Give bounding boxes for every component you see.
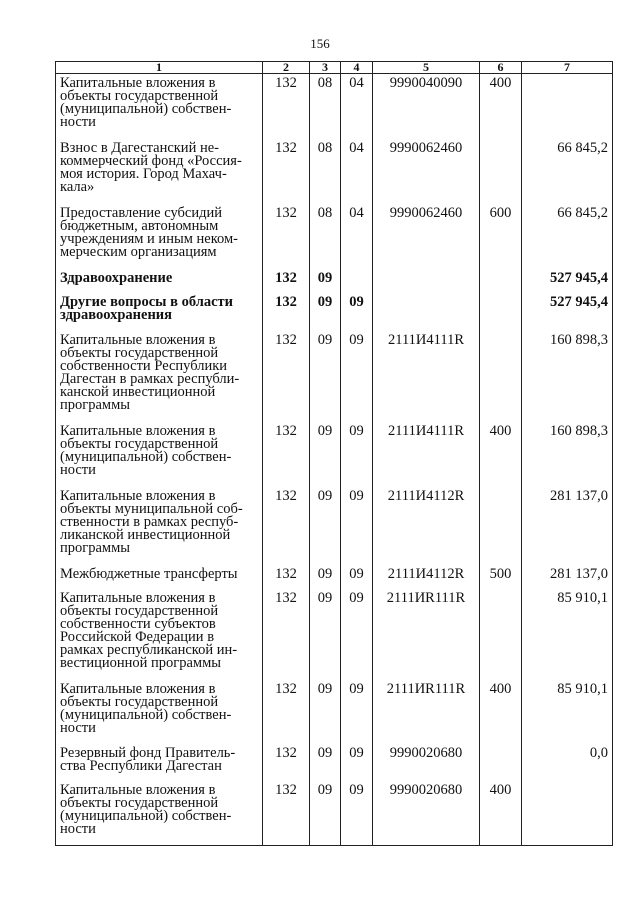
page-number: 156 (310, 36, 330, 51)
cell-col-5 (373, 293, 480, 331)
column-header: 2 (263, 62, 310, 74)
cell-col-5: 9990062460 (373, 204, 480, 269)
cell-col-7: 527 945,4 (522, 293, 613, 331)
cell-col-7: 66 845,2 (522, 139, 613, 204)
table-row (56, 204, 613, 269)
cell-col-7: 160 898,3 (522, 331, 613, 422)
cell-col-6 (480, 744, 522, 781)
cell-col-4: 09 (341, 589, 373, 680)
cell-col-4: 09 (341, 293, 373, 331)
row-label: Капитальные вложения в объекты муниципальной соб- ственности в рамках респуб- ликанской инвестиционной программы (56, 487, 263, 565)
cell-col-4: 09 (341, 565, 373, 589)
cell-col-2: 132 (263, 487, 310, 565)
cell-col-4: 09 (341, 422, 373, 487)
cell-col-5: 2111ИR111R (373, 680, 480, 744)
table-row (56, 74, 613, 140)
column-header: 3 (310, 62, 341, 74)
cell-col-4: 04 (341, 204, 373, 269)
cell-col-6: 400 (480, 781, 522, 846)
column-header: 7 (522, 62, 613, 74)
row-label: Здравоохранение (56, 269, 263, 293)
cell-col-3: 09 (310, 331, 341, 422)
cell-col-4: 09 (341, 781, 373, 846)
row-label: Взнос в Дагестанский не- коммерческий фонд «Россия- моя история. Город Махач- кала» (56, 139, 263, 204)
row-label: Капитальные вложения в объекты государственной (муниципальной) собствен- ности (56, 680, 263, 744)
cell-col-7: 281 137,0 (522, 565, 613, 589)
row-label: Капитальные вложения в объекты государственной (муниципальной) собствен- ности (56, 74, 263, 140)
cell-col-5: 2111И4112R (373, 487, 480, 565)
cell-col-6: 400 (480, 422, 522, 487)
cell-col-7: 0,0 (522, 744, 613, 781)
cell-col-3: 08 (310, 204, 341, 269)
row-label: Другие вопросы в области здравоохранения (56, 293, 263, 331)
cell-col-2: 132 (263, 204, 310, 269)
cell-col-5: 9990040090 (373, 74, 480, 140)
cell-col-3: 09 (310, 565, 341, 589)
cell-col-7 (522, 74, 613, 140)
cell-col-3: 09 (310, 269, 341, 293)
table-row (56, 139, 613, 204)
cell-col-7: 85 910,1 (522, 589, 613, 680)
cell-col-4: 09 (341, 331, 373, 422)
row-label: Капитальные вложения в объекты государственной (муниципальной) собствен- ности (56, 781, 263, 846)
column-header: 6 (480, 62, 522, 74)
cell-col-4: 04 (341, 139, 373, 204)
cell-col-6 (480, 331, 522, 422)
cell-col-5: 2111И4111R (373, 331, 480, 422)
cell-col-7 (522, 781, 613, 846)
cell-col-2: 132 (263, 744, 310, 781)
cell-col-5: 2111И4111R (373, 422, 480, 487)
cell-col-2: 132 (263, 139, 310, 204)
table-header (56, 62, 613, 74)
cell-col-6: 600 (480, 204, 522, 269)
row-label: Капитальные вложения в объекты государственной собственности Республики Дагестан в рамках республи- канской инвестиционной программы (56, 331, 263, 422)
column-header: 5 (373, 62, 480, 74)
cell-col-2: 132 (263, 331, 310, 422)
cell-col-2: 132 (263, 74, 310, 140)
cell-col-5: 2111ИR111R (373, 589, 480, 680)
column-header: 4 (341, 62, 373, 74)
cell-col-5: 2111И4112R (373, 565, 480, 589)
table-row (56, 269, 613, 293)
table-body (56, 74, 613, 846)
cell-col-3: 09 (310, 487, 341, 565)
cell-col-4: 04 (341, 74, 373, 140)
cell-col-6: 500 (480, 565, 522, 589)
row-label: Резервный фонд Правитель- ства Республики Дагестан (56, 744, 263, 781)
cell-col-3: 09 (310, 680, 341, 744)
cell-col-4 (341, 269, 373, 293)
cell-col-2: 132 (263, 269, 310, 293)
cell-col-7: 160 898,3 (522, 422, 613, 487)
cell-col-5: 9990062460 (373, 139, 480, 204)
cell-col-2: 132 (263, 781, 310, 846)
table-row (56, 565, 613, 589)
table-row (56, 744, 613, 781)
row-label: Межбюджетные трансферты (56, 565, 263, 589)
cell-col-4: 09 (341, 487, 373, 565)
cell-col-6: 400 (480, 74, 522, 140)
cell-col-6 (480, 269, 522, 293)
cell-col-7: 281 137,0 (522, 487, 613, 565)
cell-col-3: 09 (310, 744, 341, 781)
header-row (56, 62, 613, 74)
table-row (56, 293, 613, 331)
table-row (56, 589, 613, 680)
cell-col-6 (480, 139, 522, 204)
cell-col-5 (373, 269, 480, 293)
cell-col-2: 132 (263, 589, 310, 680)
cell-col-3: 09 (310, 781, 341, 846)
column-header: 1 (56, 62, 263, 74)
cell-col-6: 400 (480, 680, 522, 744)
cell-col-5: 9990020680 (373, 781, 480, 846)
cell-col-2: 132 (263, 422, 310, 487)
cell-col-4: 09 (341, 744, 373, 781)
cell-col-4: 09 (341, 680, 373, 744)
row-label: Предоставление субсидий бюджетным, автономным учреждениям и иным неком- мерческим организациям (56, 204, 263, 269)
table-row (56, 781, 613, 846)
table-row (56, 487, 613, 565)
cell-col-6 (480, 589, 522, 680)
table-row (56, 422, 613, 487)
cell-col-6 (480, 293, 522, 331)
budget-table (55, 61, 613, 846)
cell-col-7: 66 845,2 (522, 204, 613, 269)
cell-col-6 (480, 487, 522, 565)
cell-col-3: 09 (310, 589, 341, 680)
cell-col-3: 09 (310, 422, 341, 487)
table-row (56, 680, 613, 744)
cell-col-2: 132 (263, 680, 310, 744)
cell-col-3: 08 (310, 74, 341, 140)
row-label: Капитальные вложения в объекты государственной собственности субъектов Российской Федерации в рамках республиканской ин- вестиционной программы (56, 589, 263, 680)
cell-col-7: 527 945,4 (522, 269, 613, 293)
cell-col-7: 85 910,1 (522, 680, 613, 744)
cell-col-5: 9990020680 (373, 744, 480, 781)
cell-col-3: 09 (310, 293, 341, 331)
cell-col-2: 132 (263, 565, 310, 589)
row-label: Капитальные вложения в объекты государственной (муниципальной) собствен- ности (56, 422, 263, 487)
cell-col-3: 08 (310, 139, 341, 204)
table-row (56, 331, 613, 422)
cell-col-2: 132 (263, 293, 310, 331)
